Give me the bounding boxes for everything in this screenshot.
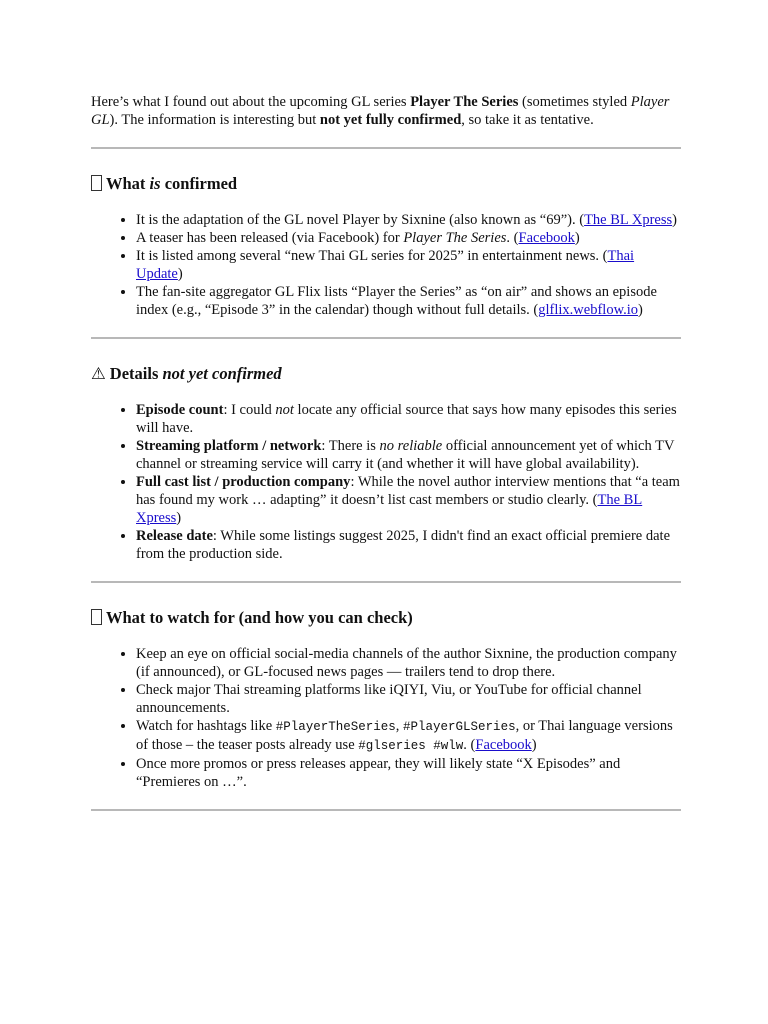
missing-glyph-icon [91, 609, 102, 625]
list-item [136, 645, 681, 681]
item-text: locate any official source that says how many episodes this series will have. [136, 402, 677, 436]
item-text: It is listed among several “new Thai GL series for 2025” in entertainment news. ( [136, 248, 608, 264]
list-item [136, 437, 681, 473]
item-text: ) [672, 212, 677, 228]
item-text: , [395, 718, 404, 734]
warning-icon: ⚠ [91, 364, 106, 383]
item-text: official announcement yet of which TV channel or streaming service will carry it (and whether it will have global availability). [136, 438, 675, 472]
item-text: : While the novel author interview mentions that “a team has found my work … adapting” it doesn’t list cast members or studio clearly. ( [136, 474, 680, 508]
heading-text: What [106, 174, 150, 193]
list-item [136, 283, 681, 319]
series-title: Player The Series [410, 94, 519, 110]
item-label: Release date [136, 528, 213, 544]
hashtag-code: #PlayerTheSeries [275, 720, 396, 734]
list-item [136, 717, 681, 755]
item-text: Check major Thai streaming platforms like iQIYI, Viu, or YouTube for official channel announcements. [136, 682, 642, 716]
list-item [136, 681, 681, 717]
section-heading-watch [91, 608, 681, 628]
section-heading-confirmed [91, 174, 681, 194]
confirmed-list [91, 211, 681, 319]
intro-emphasis: not yet fully confirmed [319, 112, 462, 128]
item-text: : I could [223, 402, 276, 418]
item-text: Watch for hashtags like [136, 718, 276, 734]
item-text: . ( [463, 737, 476, 753]
source-link-facebook[interactable]: Facebook [518, 230, 575, 246]
heading-text: confirmed [160, 174, 238, 193]
intro-paragraph [91, 93, 681, 129]
heading-emphasis: not yet confirmed [162, 364, 282, 383]
intro-text: (sometimes styled [518, 94, 631, 110]
item-label: Episode count [136, 402, 224, 418]
intro-text: Here’s what I found out about the upcoming GL series [91, 94, 411, 110]
missing-glyph-icon [91, 175, 102, 191]
heading-emphasis: is [149, 174, 161, 193]
hashtag-code: #PlayerGLSeries [403, 720, 516, 734]
source-link-bl-xpress[interactable]: The BL Xpress [136, 492, 643, 526]
intro-text: ). The information is interesting but [109, 112, 320, 128]
list-item [136, 211, 681, 229]
item-emphasis: Player The Series [403, 230, 507, 246]
divider [91, 337, 681, 339]
unconfirmed-list [91, 401, 681, 563]
list-item [136, 229, 681, 247]
item-text: : There is [321, 438, 380, 454]
series-alt-title: Player GL [91, 94, 670, 128]
source-link-facebook[interactable]: Facebook [475, 737, 532, 753]
item-text: ) [531, 737, 537, 753]
divider [91, 147, 681, 149]
item-label: Full cast list / production company [136, 474, 351, 490]
list-item [136, 527, 681, 563]
item-text: ) [177, 266, 183, 282]
intro-text: , so take it as tentative. [461, 112, 594, 128]
item-text: , or Thai language versions of those – the teaser posts already use [136, 718, 673, 753]
list-item [136, 247, 681, 283]
hashtag-code: #glseries #wlw [358, 739, 464, 753]
source-link-glflix[interactable]: glflix.webflow.io [538, 302, 639, 318]
watch-list [91, 645, 681, 791]
divider [91, 809, 681, 811]
item-text: ) [638, 302, 643, 318]
item-text: ) [574, 230, 580, 246]
item-text: The fan-site aggregator GL Flix lists “Player the Series” as “on air” and shows an episode index (e.g., “Episode 3” in the calendar) though without full details. ( [136, 284, 657, 318]
item-text: It is the adaptation of the GL novel Player by Sixnine (also known as “69”). ( [136, 212, 585, 228]
section-heading-unconfirmed [91, 364, 681, 384]
item-text: A teaser has been released (via Facebook) for [136, 230, 404, 246]
item-text: ) [176, 510, 182, 526]
heading-text: Details [109, 364, 163, 383]
heading-text: What to watch for (and how you can check) [106, 608, 413, 627]
source-link-bl-xpress[interactable]: The BL Xpress [584, 212, 673, 228]
item-text: Keep an eye on official social-media channels of the author Sixnine, the production company (if announced), or GL-focused news pages — trailers tend to drop there. [136, 646, 677, 680]
item-text: : While some listings suggest 2025, I didn't find an exact official premiere date from the production side. [136, 528, 671, 562]
source-link-thai-update[interactable]: Thai Update [136, 248, 635, 282]
list-item [136, 473, 681, 527]
item-label: Streaming platform / network [136, 438, 322, 454]
item-emphasis: no reliable [379, 438, 443, 454]
list-item [136, 755, 681, 791]
divider [91, 581, 681, 583]
list-item [136, 401, 681, 437]
item-emphasis: not [275, 402, 294, 418]
item-text: . ( [506, 230, 519, 246]
item-text: Once more promos or press releases appear, they will likely state “X Episodes” and “Premieres on …”. [136, 756, 621, 790]
document-body [91, 93, 681, 811]
